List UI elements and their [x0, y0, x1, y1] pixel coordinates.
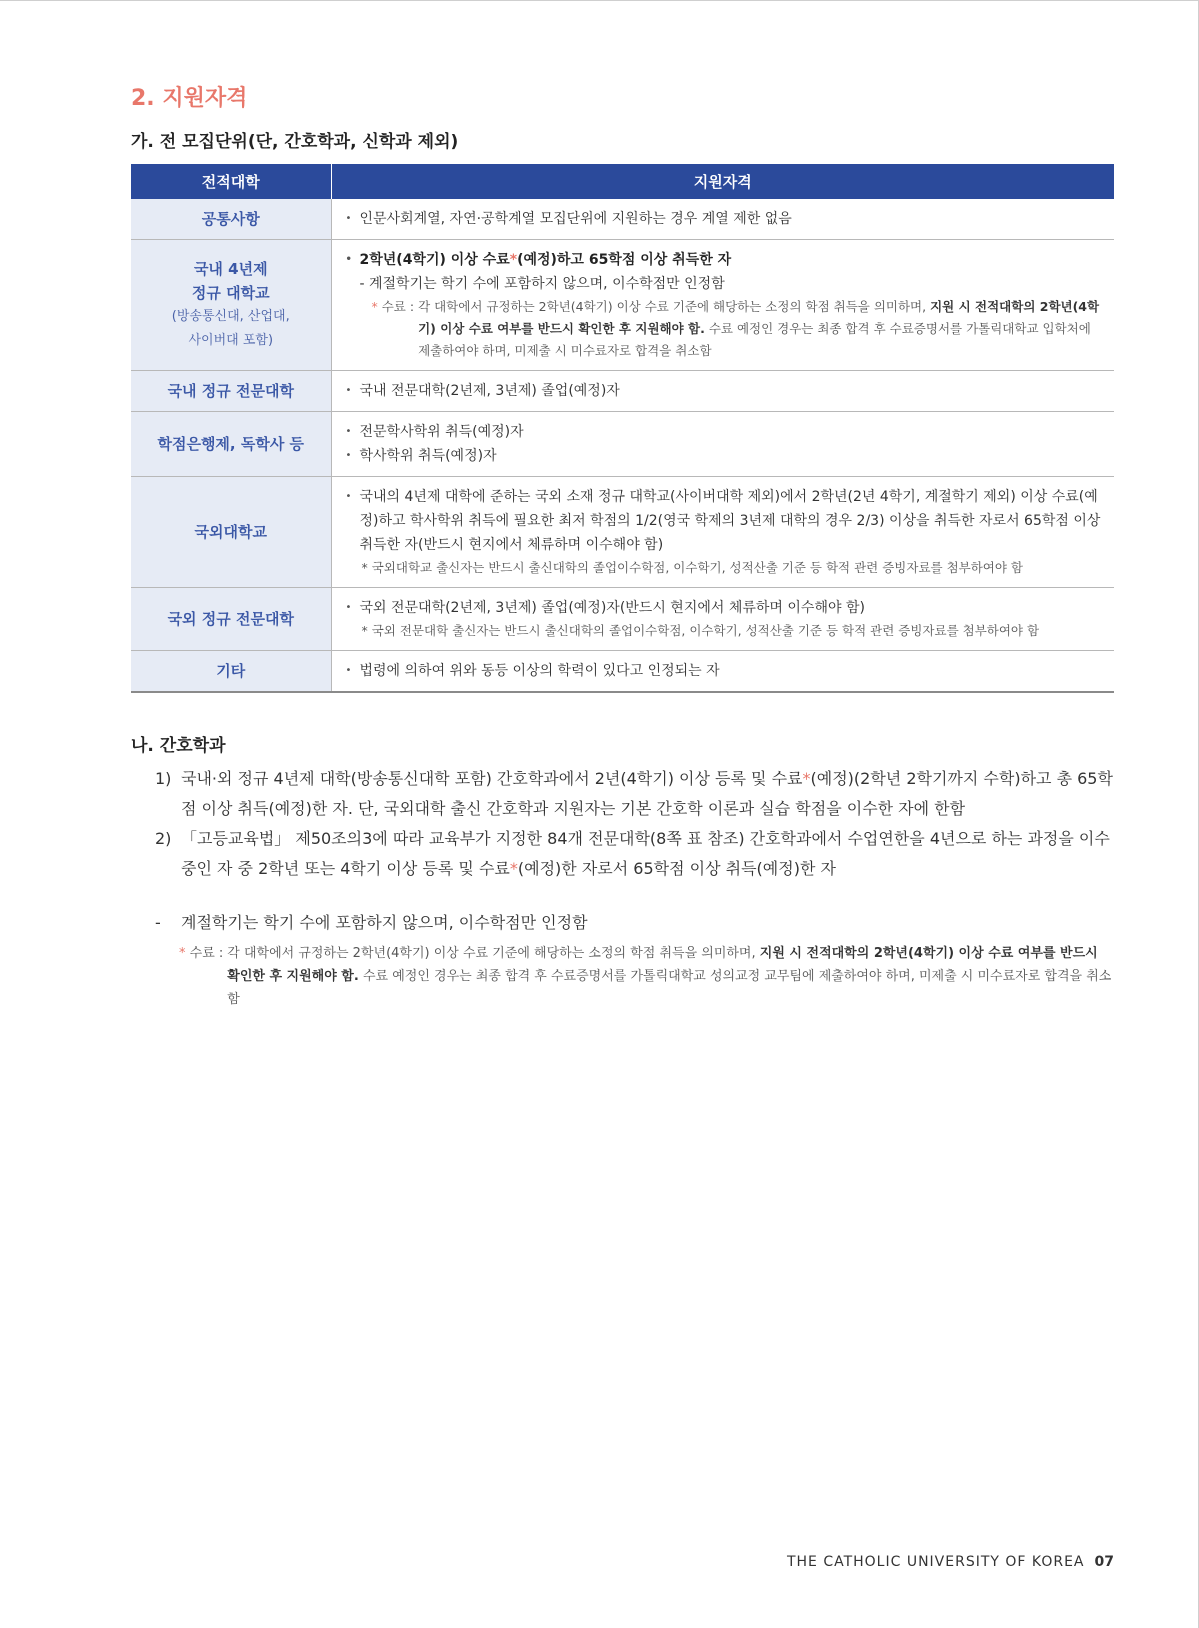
row-description: [331, 588, 1114, 651]
nursing-section: [131, 731, 1114, 1011]
row-category: 국외 정규 전문대학: [131, 588, 331, 651]
row-description: [331, 371, 1114, 412]
completion-note: * 수료 : 각 대학에서 규정하는 2학년(4학기) 이상 수료 기준에 해당하는 소정의 학점 취득을 의미하며, 지원 시 전적대학의 2학년(4학기) 이상 수료 여부를 반드시 확인한 후 지원해야 함. 수료 예정인 경우는 최종 합격 후 수료증명서를 가톨릭대학교 성의교정 교무팀에 제출하여야 하며, 미제출 시 미수료자로 합격을 취소함: [179, 946, 1112, 1007]
category-line: 국내 4년제: [193, 260, 268, 278]
bullet-text: • 법령에 의하여 위와 동등 이상의 학력이 있다고 인정되는 자: [346, 659, 1105, 683]
list-item: [131, 824, 1114, 884]
row-category: 국외대학교: [131, 477, 331, 588]
category-note: (방송통신대, 산업대,: [171, 309, 290, 324]
footnote-text: * 국외 전문대학 출신자는 반드시 출신대학의 졸업이수학점, 이수학기, 성적산출 기준 등 학적 관련 증빙자료를 첨부하여야 함: [361, 623, 1040, 638]
asterisk-mark: *: [509, 252, 518, 268]
table-row: [131, 199, 1114, 240]
table-header-row: [131, 164, 1114, 199]
item-number: 2): [155, 829, 172, 848]
completion-note: * 수료 : 각 대학에서 규정하는 2학년(4학기) 이상 수료 기준에 해당하는 소정의 학점 취득을 의미하며, 지원 시 전적대학의 2학년(4학기) 이상 수료 여부를 반드시 확인한 후 지원해야 함. 수료 예정인 경우는 최종 합격 후 수료증명서를 가톨릭대학교 입학처에 제출하여야 하며, 미제출 시 미수료자로 합격을 취소함: [371, 299, 1100, 358]
header-prior-school: 전적대학: [131, 164, 331, 199]
qualification-table: [131, 164, 1114, 693]
bullet-text: • 2학년(4학기) 이상 수료*(예정)하고 65학점 이상 취득한 자: [346, 248, 1105, 272]
bullet-text: • 인문사회계열, 자연·공학계열 모집단위에 지원하는 경우 계열 제한 없음: [346, 207, 1105, 231]
nursing-title: 나. 간호학과: [131, 736, 226, 756]
page-number: 07: [1094, 1554, 1114, 1570]
header-qualification: 지원자격: [331, 164, 1114, 199]
university-name: THE CATHOLIC UNIVERSITY OF KOREA: [786, 1554, 1085, 1570]
category-line: 정규 대학교: [191, 284, 270, 302]
bullet-text: • 학사학위 취득(예정)자: [346, 444, 1105, 468]
bullet-text: • 국내 전문대학(2년제, 3년제) 졸업(예정)자: [346, 379, 1105, 403]
bullet-text: • 전문학사학위 취득(예정)자: [346, 420, 1105, 444]
dash-text: - 계절학기는 학기 수에 포함하지 않으며, 이수학점만 인정함: [359, 276, 725, 292]
seasonal-note-text: 계절학기는 학기 수에 포함하지 않으며, 이수학점만 인정함: [181, 913, 588, 932]
table-row: [131, 371, 1114, 412]
nursing-list: [131, 764, 1114, 884]
row-category: 기타: [131, 651, 331, 693]
row-category: 학점은행제, 독학사 등: [131, 412, 331, 477]
bullet-text: • 국내의 4년제 대학에 준하는 국외 소재 정규 대학교(사이버대학 제외)에서 2학년(2년 4학기, 계절학기 제외) 이상 수료(예정)하고 학사학위 취득에 필요한 최저 학점의 1/2(영국 학제의 3년제 대학의 경우 2/3) 이상을 취득한 자로서 65학점 이상 취득한 자(반드시 현지에서 체류하며 이수해야 함): [346, 485, 1105, 557]
row-category: 공통사항: [131, 199, 331, 240]
item-number: 1): [155, 769, 172, 788]
table-row: [131, 412, 1114, 477]
table-row: [131, 651, 1114, 693]
section-title: 2. 지원자격: [131, 86, 248, 111]
subsection-title-a: 가. 전 모집단위(단, 간호학과, 신학과 제외): [131, 132, 459, 152]
row-description: [331, 240, 1114, 371]
list-item: [131, 764, 1114, 824]
row-description: [331, 199, 1114, 240]
row-description: [331, 412, 1114, 477]
table-row: [131, 240, 1114, 371]
table-row: [131, 588, 1114, 651]
bullet-text: • 국외 전문대학(2년제, 3년제) 졸업(예정)자(반드시 현지에서 체류하며 이수해야 함): [346, 596, 1105, 620]
page-footer: [787, 1554, 1114, 1570]
category-note: 사이버대 포함): [188, 333, 274, 348]
row-description: [331, 651, 1114, 693]
item-text: 「고등교육법」 제50조의3에 따라 교육부가 지정한 84개 전문대학(8쪽 표 참조) 간호학과에서 수업연한을 4년으로 하는 과정을 이수 중인 자 중 2학년 또는 4학기 이상 등록 및 수료*(예정)한 자로서 65학점 이상 취득(예정)한 자: [181, 829, 1110, 878]
row-category: 국내 정규 전문대학: [131, 371, 331, 412]
footnote-text: * 국외대학교 출신자는 반드시 출신대학의 졸업이수학점, 이수학기, 성적산출 기준 등 학적 관련 증빙자료를 첨부하여야 함: [361, 560, 1024, 575]
table-row: [131, 477, 1114, 588]
row-category: [131, 240, 331, 371]
row-description: [331, 477, 1114, 588]
seasonal-note: - 계절학기는 학기 수에 포함하지 않으며, 이수학점만 인정함: [131, 908, 1114, 938]
item-text: 국내·외 정규 4년제 대학(방송통신대학 포함) 간호학과에서 2년(4학기) 이상 등록 및 수료*(예정)(2학년 2학기까지 수학)하고 총 65학점 이상 취득(예정)한 자. 단, 국외대학 출신 간호학과 지원자는 기본 간호학 이론과 실습 학점을 이수한 자에 한함: [181, 769, 1113, 818]
